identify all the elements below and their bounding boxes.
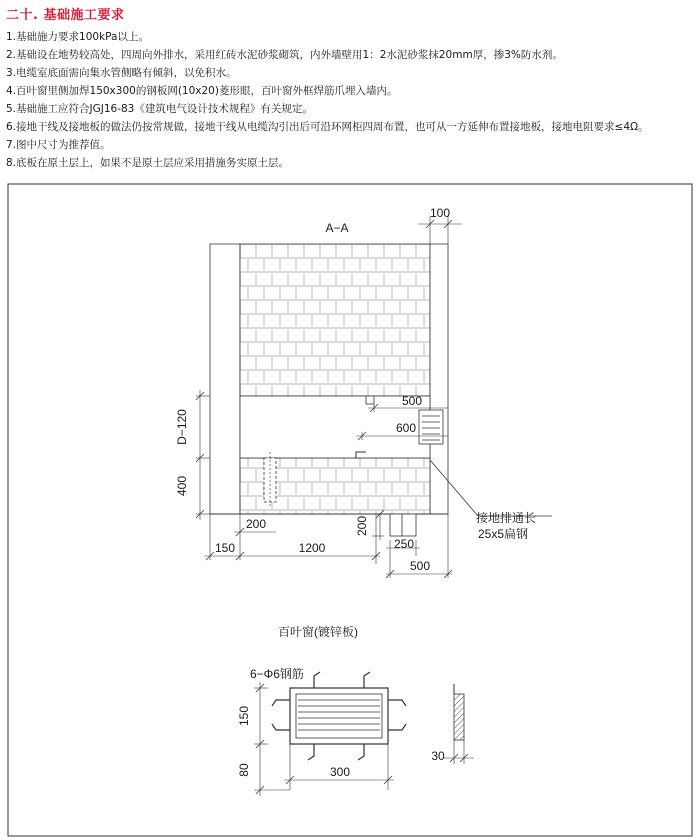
section-label: A−A	[325, 221, 349, 235]
rebar-claw	[314, 672, 320, 688]
requirement-2: 2.基础设在地势较高处，四周向外排水，采用红砖水泥砂浆砌筑，内外墙壁用1：2水泥砂浆抹20mm厚，掺3%防水剂。	[6, 49, 563, 61]
rebar-label: 6−Φ6钢筋	[250, 667, 304, 681]
vent-duct	[366, 396, 374, 404]
page-title: 二十. 基础施工要求	[6, 8, 125, 23]
dim-400-left: 400	[175, 475, 189, 497]
requirement-7: 7.图中尺寸为推荐值。	[6, 139, 111, 151]
dim-200-left: 200	[245, 517, 267, 531]
requirement-6: 6.接地干线及接地板的做法仍按常规做，接地干线从电缆沟引出后可沿环网柜四周布置，也可从一方延伸布置接地板，接地电阻要求≤4Ω。	[6, 121, 649, 133]
dim-500-inner: 500	[401, 394, 423, 408]
callout-grounding-line1: 接地排通长	[476, 511, 537, 525]
requirement-5: 5.基础施工应符合JGJ16-83《建筑电气设计技术规程》有关规定。	[6, 103, 313, 115]
dim-louver-30: 30	[431, 749, 445, 763]
louver-window-section	[419, 410, 443, 444]
dim-250: 250	[393, 537, 415, 551]
dim-500-bottom: 500	[409, 559, 431, 573]
dim-200-vertical: 200	[355, 515, 369, 537]
louver-side-section	[454, 694, 464, 740]
dim-100-top: 100	[429, 206, 451, 220]
louver-title: 百叶窗(镀锌板)	[278, 625, 358, 639]
requirement-4: 4.百叶窗里侧加焊150x300的钢板网(10x20)菱形眼，百叶窗外框焊筋爪埋入墙内。	[6, 85, 398, 97]
requirement-3: 3.电缆室底面需向集水管侧略有倾斜，以免积水。	[6, 67, 237, 79]
requirement-1: 1.基础施力要求100kPa以上。	[6, 31, 149, 43]
dim-600-inner: 600	[395, 421, 417, 435]
right-wall	[430, 244, 448, 514]
dim-1200: 1200	[298, 541, 326, 555]
dim-150: 150	[214, 541, 236, 555]
callout-grounding-line2: 25x5扁钢	[478, 527, 529, 541]
section-view	[175, 206, 552, 578]
dim-louver-150: 150	[237, 705, 251, 727]
louver-detail	[237, 624, 474, 796]
left-wall	[210, 244, 240, 514]
requirement-8: 8.底板在原土层上，如果不是原土层应采用措施务实原土层。	[6, 157, 290, 169]
upper-brickwork	[240, 244, 430, 396]
dim-d120: D−120	[175, 409, 189, 445]
dim-louver-80: 80	[237, 763, 251, 777]
dim-louver-300: 300	[329, 765, 351, 779]
sump-pit	[390, 514, 416, 536]
